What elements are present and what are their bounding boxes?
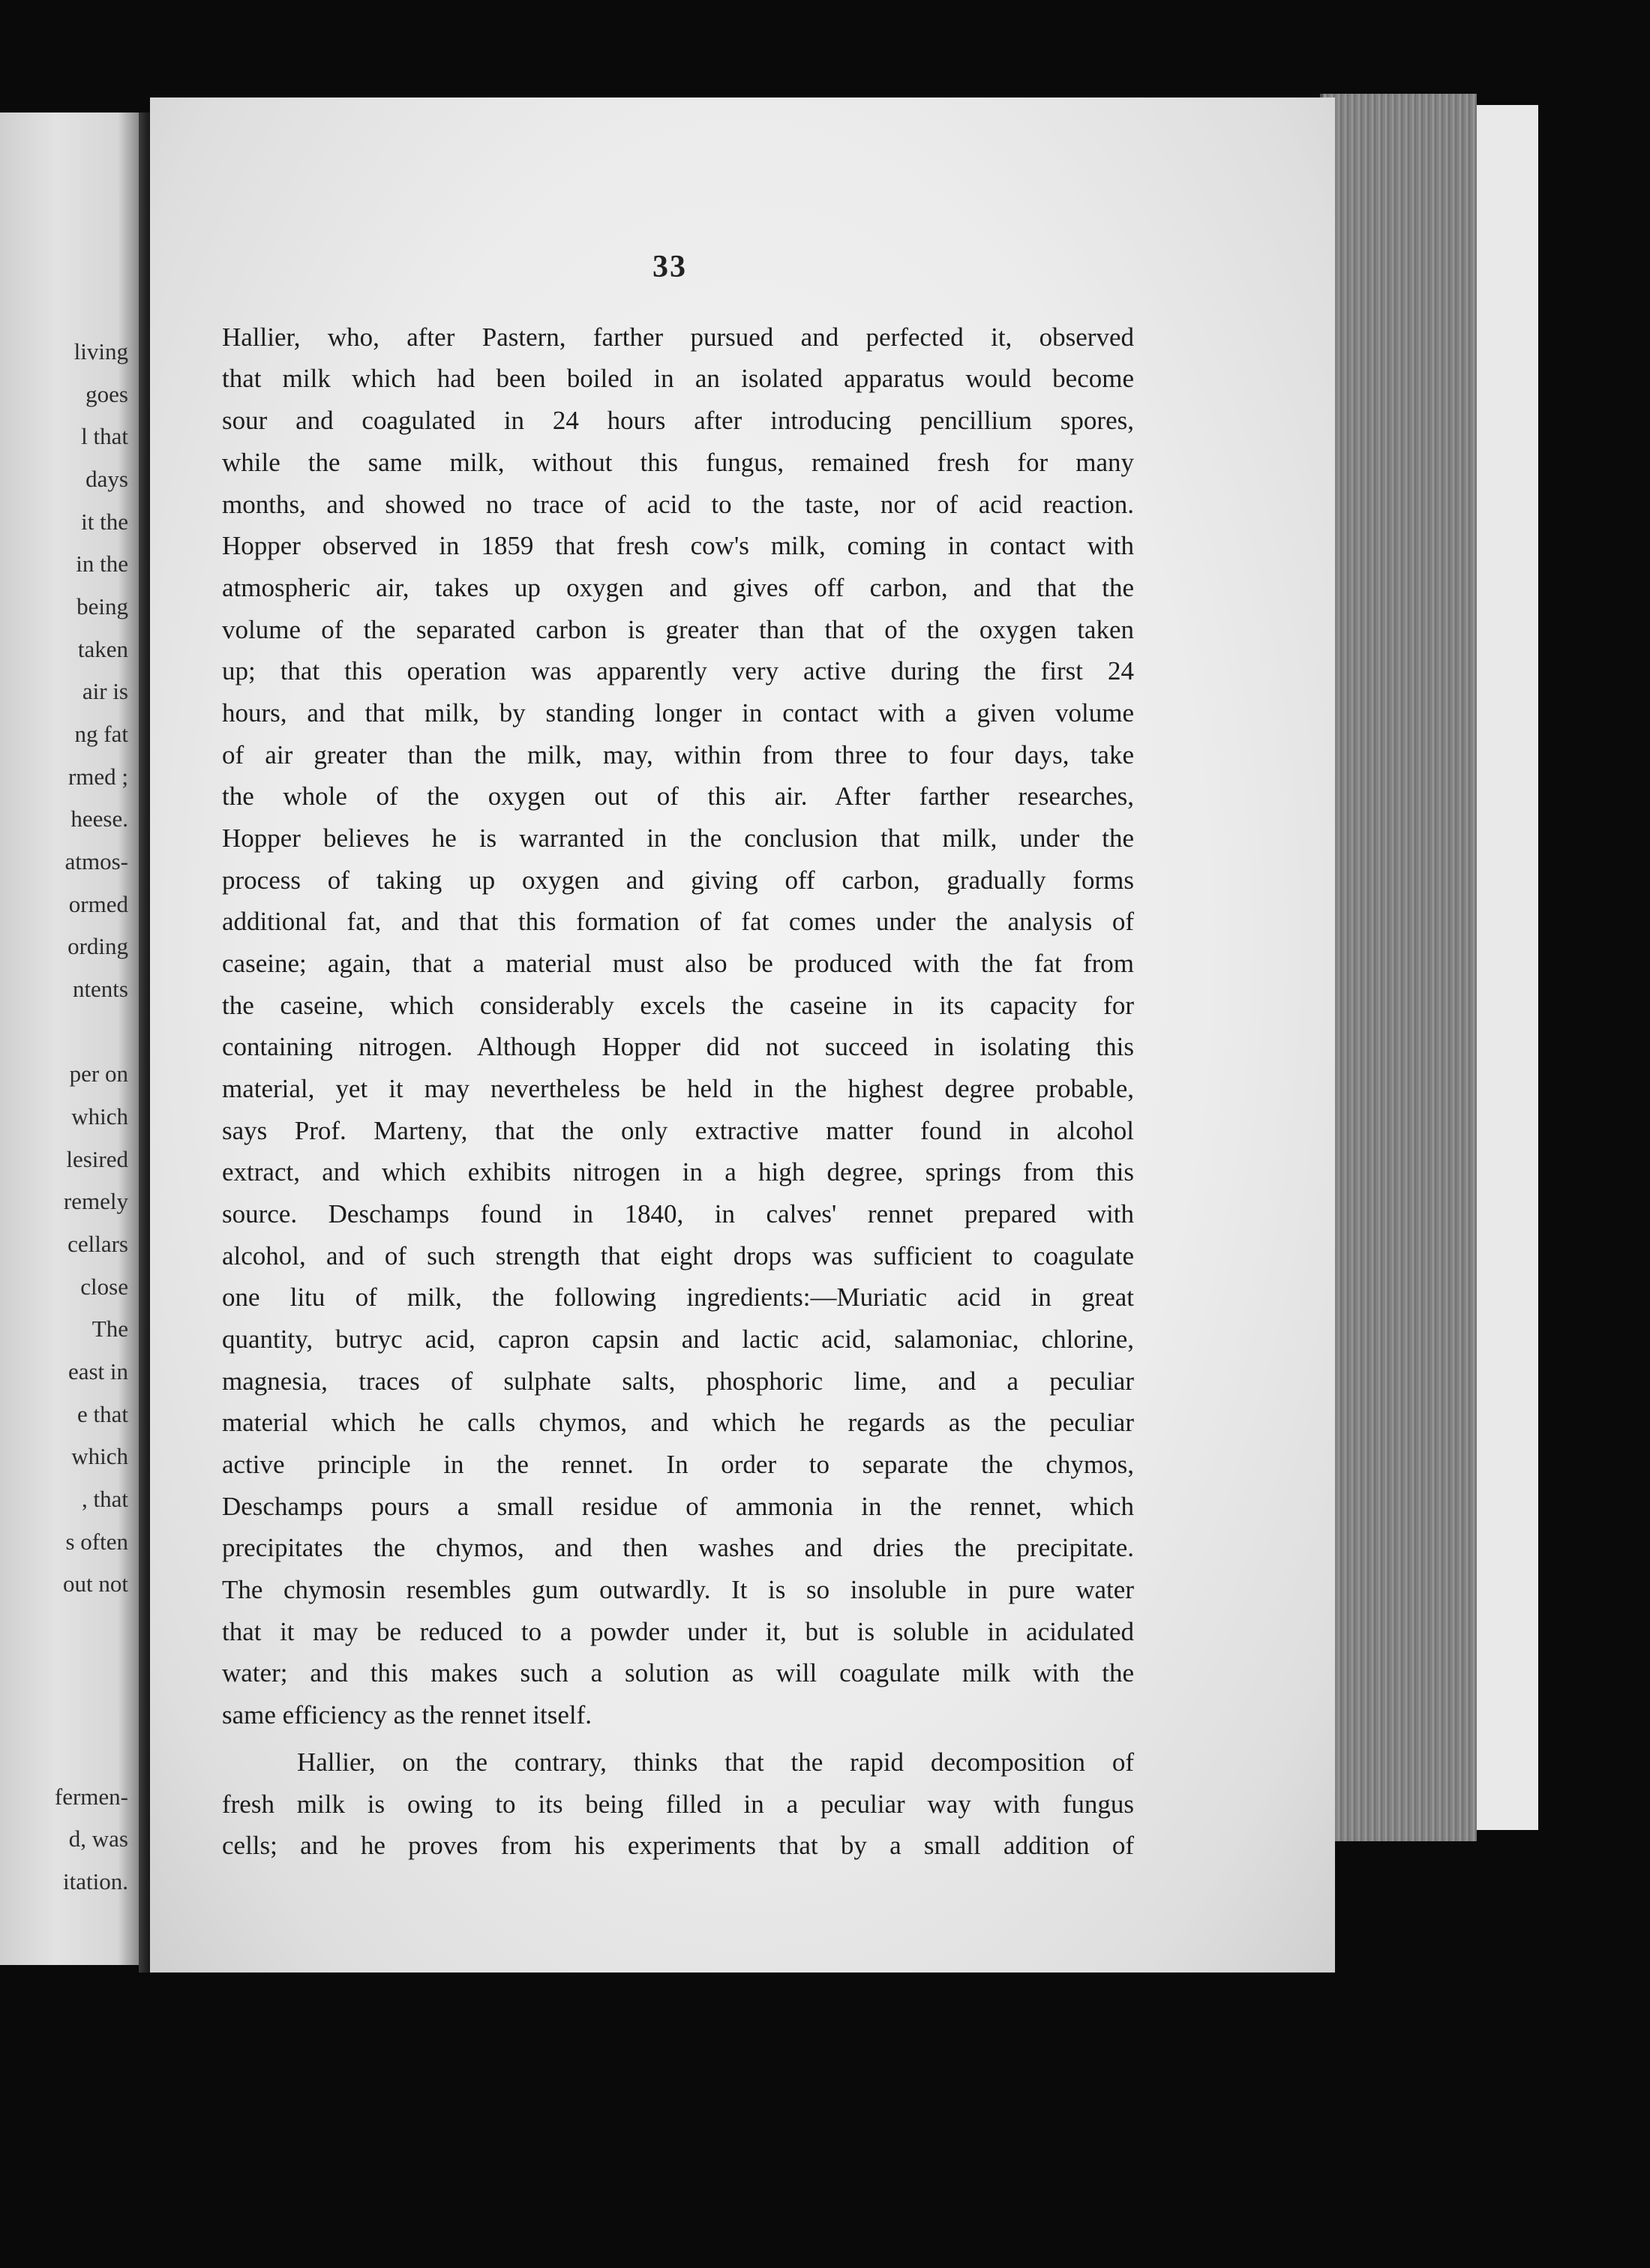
previous-page-line: being — [76, 593, 128, 620]
previous-page-line: atmos- — [64, 848, 128, 874]
previous-page-line: air is — [82, 678, 128, 704]
text-line: Hallier, who, after Pastern, farther pursued and perfected it, observed — [222, 322, 1134, 352]
previous-page-line: close — [80, 1274, 128, 1300]
previous-page-line: , that — [82, 1486, 128, 1512]
text-line: one litu of milk, the following ingredients:—Muriatic acid in great — [222, 1282, 1134, 1312]
text-line: hours, and that milk, by standing longer in contact with a given volume — [222, 698, 1134, 728]
previous-page-line: ording — [68, 933, 128, 959]
text-line: caseine; again, that a material must also be produced with the fat from — [222, 949, 1134, 978]
previous-page-line: heese. — [70, 806, 128, 832]
previous-page-line: ntents — [72, 976, 128, 1002]
text-line: process of taking up oxygen and giving off carbon, gradually forms — [222, 866, 1134, 895]
text-line: material which he calls chymos, and which he regards as the peculiar — [222, 1408, 1134, 1437]
text-line: up; that this operation was apparently very active during the first 24 — [222, 656, 1134, 686]
text-line: Hopper observed in 1859 that fresh cow's milk, coming in contact with — [222, 531, 1134, 560]
text-line: says Prof. Marteny, that the only extractive matter found in alcohol — [222, 1116, 1134, 1145]
text-line: source. Deschamps found in 1840, in calves' rennet prepared with — [222, 1199, 1134, 1228]
text-line: atmospheric air, takes up oxygen and gives off carbon, and that the — [222, 573, 1134, 602]
text-line: the whole of the oxygen out of this air. After farther researches, — [222, 782, 1134, 811]
previous-page-line: e that — [77, 1401, 128, 1427]
previous-page-line: s often — [65, 1528, 128, 1555]
text-line: water; and this makes such a solution as will coagulate milk with the — [222, 1658, 1134, 1688]
text-line: The chymosin resembles gum outwardly. It is so insoluble in pure water — [222, 1575, 1134, 1604]
text-line: months, and showed no trace of acid to the taste, nor of acid reaction. — [222, 490, 1134, 519]
text-line: extract, and which exhibits nitrogen in a high degree, springs from this — [222, 1157, 1134, 1186]
previous-page-line: living — [74, 338, 128, 364]
text-line: of air greater than the milk, may, within from three to four days, take — [222, 740, 1134, 770]
previous-page-line: itation. — [63, 1868, 128, 1894]
previous-page-line: ormed — [68, 891, 128, 917]
text-line: that milk which had been boiled in an isolated apparatus would become — [222, 364, 1134, 393]
text-line: containing nitrogen. Although Hopper did not succeed in isolating this — [222, 1032, 1134, 1061]
page-number: 33 — [652, 250, 687, 284]
text-line: fresh milk is owing to its being filled in a peculiar way with fungus — [222, 1790, 1134, 1819]
text-line: volume of the separated carbon is greater than that of the oxygen taken — [222, 615, 1134, 644]
text-line: same efficiency as the rennet itself. — [222, 1700, 592, 1730]
text-line: cells; and he proves from his experiments that by a small addition of — [222, 1831, 1134, 1860]
previous-page-line: ng fat — [74, 721, 128, 747]
previous-page-fragment — [0, 112, 139, 1965]
previous-page-line: east in — [68, 1358, 128, 1384]
text-line: Hopper believes he is warranted in the conclusion that milk, under the — [222, 824, 1134, 853]
previous-page-line: lesired — [66, 1146, 128, 1172]
previous-page-line: out not — [63, 1570, 128, 1597]
previous-page-line: which — [71, 1103, 128, 1130]
previous-page-line: cellars — [68, 1231, 128, 1257]
text-line: quantity, butryc acid, capron capsin and lactic acid, salamoniac, chlorine, — [222, 1324, 1134, 1354]
previous-page-line: goes — [86, 381, 128, 407]
text-line: sour and coagulated in 24 hours after introducing pencillium spores, — [222, 406, 1134, 435]
text-line: active principle in the rennet. In order to separate the chymos, — [222, 1450, 1134, 1479]
previous-page-line: fermen- — [54, 1784, 128, 1810]
text-line: precipitates the chymos, and then washes and dries the precipitate. — [222, 1533, 1134, 1562]
previous-page-line: remely — [63, 1188, 128, 1214]
text-line: while the same milk, without this fungus, remained fresh for many — [222, 448, 1134, 477]
previous-page-line: days — [86, 466, 128, 492]
previous-page-line: per on — [69, 1060, 128, 1087]
previous-page-line: which — [71, 1443, 128, 1469]
previous-page-line: rmed ; — [68, 764, 128, 790]
previous-page-line: d, was — [68, 1826, 128, 1852]
text-line: alcohol, and of such strength that eight drops was sufficient to coagulate — [222, 1241, 1134, 1270]
text-line: that it may be reduced to a powder under it, but is soluble in acidulated — [222, 1617, 1134, 1646]
previous-page-line: it the — [81, 508, 128, 535]
text-line: Deschamps pours a small residue of ammonia in the rennet, which — [222, 1492, 1134, 1521]
text-line: material, yet it may nevertheless be held in the highest degree probable, — [222, 1074, 1134, 1103]
paragraph-start-line: Hallier, on the contrary, thinks that the rapid decomposition of — [297, 1748, 1134, 1777]
previous-page-line: in the — [76, 550, 128, 577]
previous-page-line: The — [92, 1316, 128, 1342]
text-line: the caseine, which considerably excels the caseine in its capacity for — [222, 991, 1134, 1020]
page-edges — [1320, 94, 1477, 1841]
text-line: additional fat, and that this formation of fat comes under the analysis of — [222, 907, 1134, 936]
previous-page-line: taken — [77, 636, 128, 662]
previous-page-line: l that — [81, 423, 128, 449]
text-line: magnesia, traces of sulphate salts, phosphoric lime, and a peculiar — [222, 1366, 1134, 1396]
